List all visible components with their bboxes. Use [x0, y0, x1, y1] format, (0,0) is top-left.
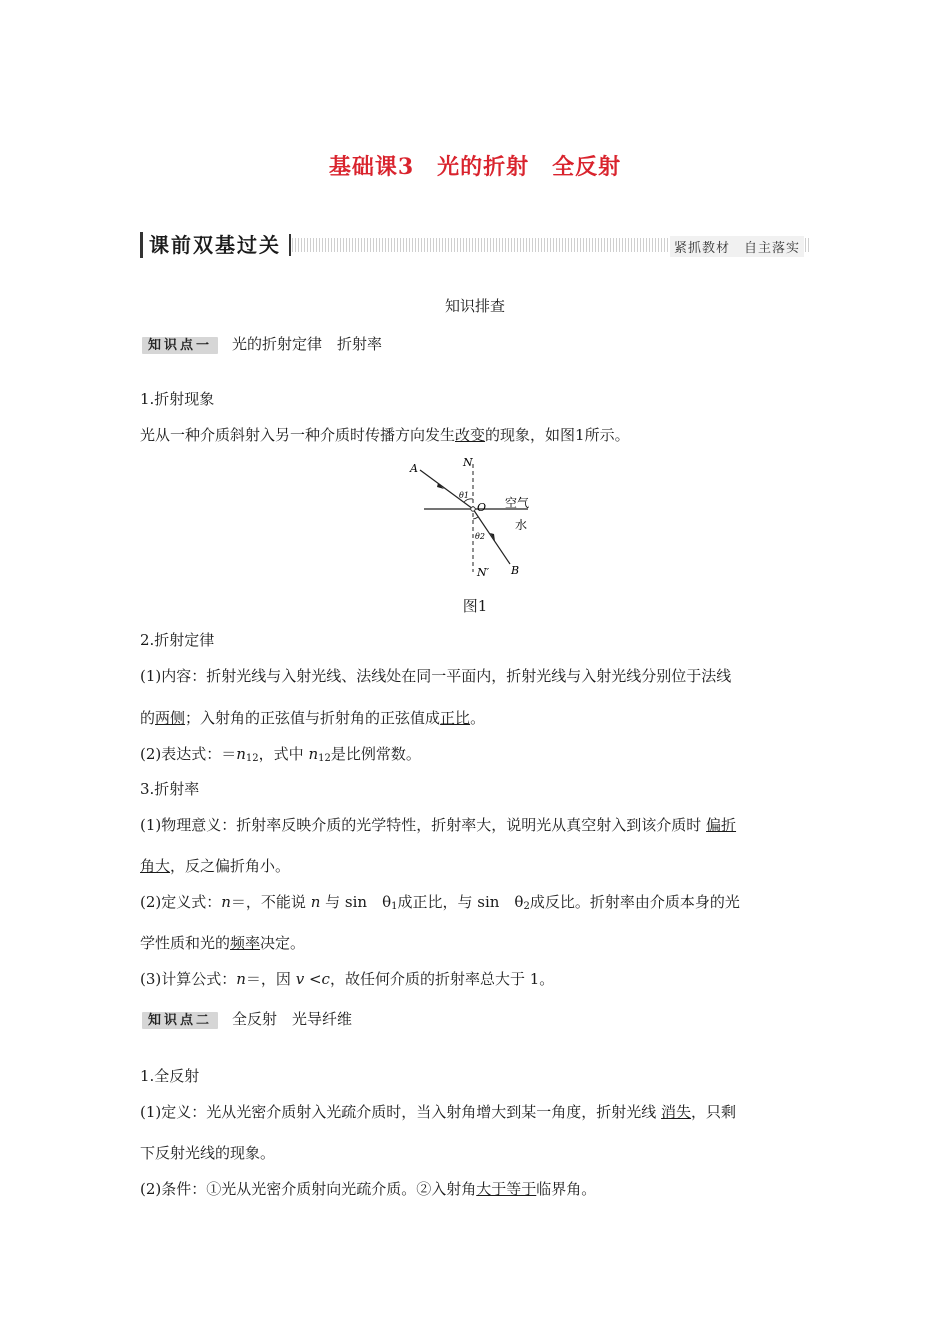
label-O: O — [477, 501, 487, 514]
paragraph-index-definition: (2)定义式：n＝，不能说 n 与 sin $\theta_1$成正比，与 sin $\theta_2$成反比。折射率由介质本身的光 — [140, 893, 740, 912]
heading-refraction-law: 2.折射定律 — [140, 631, 215, 649]
knowledge-point-tag: 知识点二 — [142, 1012, 218, 1029]
paragraph-tir-definition: (1)定义：光从光密介质射入光疏介质时，当入射角增大到某一角度，折射光线 消失，只剩 — [140, 1103, 737, 1121]
label-A: A — [410, 462, 418, 475]
answer-underline: 正比 — [440, 709, 471, 727]
answer-underline: 角大 — [140, 857, 171, 875]
knowledge-point-title: 全反射 光导纤维 — [232, 1010, 353, 1028]
answer-underline: 改变 — [455, 426, 486, 444]
label-theta2: θ2 — [475, 532, 485, 541]
paragraph-index-definition-cont: 学性质和光的频率决定。 — [140, 934, 306, 952]
answer-underline: 消失 — [661, 1103, 692, 1121]
knowledge-point-tag: 知识点一 — [142, 337, 218, 354]
answer-underline: 偏折 — [706, 816, 737, 834]
refraction-diagram — [400, 452, 550, 582]
banner-left-label: 课前双基过关 — [140, 232, 287, 258]
paragraph-tir-definition-cont: 下反射光线的现象。 — [140, 1144, 276, 1162]
paragraph-index-meaning-cont: 角大，反之偏折角小。 — [140, 857, 291, 875]
banner-right-label: 紧抓教材 自主落实 — [670, 236, 804, 257]
paragraph-index-formula: (3)计算公式：n＝，因 v <c，故任何介质的折射率总大于 1。 — [140, 970, 555, 988]
knowledge-point-title: 光的折射定律 折射率 — [232, 335, 383, 353]
answer-underline: 大于等于 — [476, 1180, 537, 1198]
paragraph-law-content: (1)内容：折射光线与入射光线、法线处在同一平面内，折射光线与入射光线分别位于法线 — [140, 667, 732, 685]
answer-underline: 两侧 — [155, 709, 186, 727]
label-water: 水 — [515, 518, 528, 532]
paragraph-law-content-cont: 的两侧；入射角的正弦值与折射角的正弦值成正比。 — [140, 709, 486, 727]
knowledge-point-2 — [142, 1008, 352, 1029]
label-theta1: θ1 — [459, 491, 469, 500]
heading-refraction-phenomenon: 1.折射现象 — [140, 390, 215, 408]
paragraph-tir-condition: (2)条件：①光从光密介质射向光疏介质。②入射角大于等于临界角。 — [140, 1180, 597, 1198]
answer-underline: 频率 — [230, 934, 261, 952]
paragraph-refraction: 光从一种介质斜射入另一种介质时传播方向发生改变的现象，如图1所示。 — [140, 426, 630, 444]
knowledge-point-1 — [142, 333, 382, 354]
section-heading: 知识排查 — [444, 297, 505, 315]
paragraph-index-meaning: (1)物理意义：折射率反映介质的光学特性，折射率大，说明光从真空射入到该介质时 偏折 — [140, 816, 737, 834]
label-air: 空气 — [505, 496, 530, 510]
section-banner — [140, 232, 810, 260]
paragraph-law-expression: (2)表达式：$=n_{12}$，式中 $n_{12}$是比例常数。 — [140, 745, 421, 764]
heading-refractive-index: 3.折射率 — [140, 780, 200, 798]
label-N-prime: N′ — [477, 566, 490, 579]
heading-total-reflection: 1.全反射 — [140, 1067, 200, 1085]
label-N: N — [463, 456, 473, 469]
page-title: 基础课3 光的折射 全反射 — [328, 154, 622, 180]
figure-caption: 图1 — [462, 597, 488, 615]
label-B: B — [511, 564, 520, 577]
